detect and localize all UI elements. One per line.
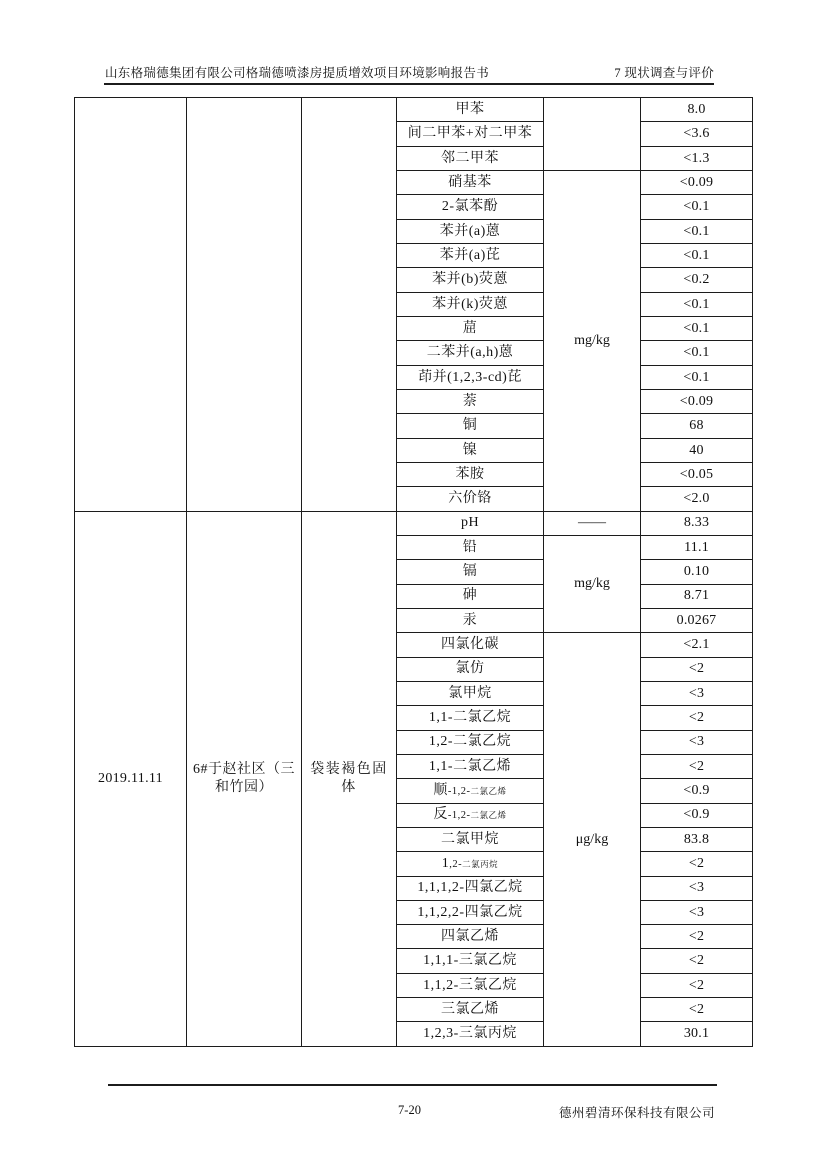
parameter-cell: 氯甲烷 [397,681,544,705]
value-cell: <2 [641,706,753,730]
value-cell: <0.1 [641,219,753,243]
value-cell: <2 [641,925,753,949]
parameter-cell [397,803,544,827]
value-cell: <3 [641,730,753,754]
unit-cell: μg/kg [544,633,641,1047]
parameter-cell: 六价铬 [397,487,544,511]
parameter-cell: 二苯并(a,h)蒽 [397,341,544,365]
value-cell: <0.05 [641,462,753,486]
value-cell: <3 [641,876,753,900]
value-cell: <0.1 [641,365,753,389]
date-cell [75,98,187,512]
header-chapter-title: 7 现状调查与评价 [614,66,714,80]
parameter-cell: 三氯乙烯 [397,998,544,1022]
parameter-cell: 茚并(1,2,3-cd)芘 [397,365,544,389]
value-cell: <0.09 [641,389,753,413]
parameter-cell [397,779,544,803]
table-row [75,511,753,535]
value-cell: <0.2 [641,268,753,292]
unit-cell: mg/kg [544,170,641,511]
parameter-text-fragment: -1,2- [447,810,471,822]
value-cell: <2.1 [641,633,753,657]
parameter-cell: 2-氯苯酚 [397,195,544,219]
parameter-cell: 硝基苯 [397,170,544,194]
parameter-cell: 1,2-二氯乙烷 [397,730,544,754]
value-cell: <0.1 [641,316,753,340]
location-cell: 6#于赵社区（三和竹园） [187,511,302,1046]
value-cell: <2 [641,754,753,778]
value-cell: 0.0267 [641,608,753,632]
parameter-text-fragment: 反 [433,807,448,823]
date-cell: 2019.11.11 [75,511,187,1046]
monitoring-results-table [74,97,753,1047]
parameter-text-fragment: ,2- [449,859,463,871]
parameter-cell: 邻二甲苯 [397,146,544,170]
parameter-cell: 铜 [397,414,544,438]
parameter-cell: 苯胺 [397,462,544,486]
value-cell: 8.0 [641,98,753,122]
parameter-text-fragment: 顺 [433,783,448,799]
value-cell: <1.3 [641,146,753,170]
parameter-cell: 镍 [397,438,544,462]
parameter-cell: 1,1,1-三氯乙烷 [397,949,544,973]
parameter-cell: 苯并(k)荧蒽 [397,292,544,316]
value-cell: <2 [641,657,753,681]
parameter-cell: 1,1-二氯乙烯 [397,754,544,778]
value-cell: <0.9 [641,803,753,827]
parameter-cell: 苯并(b)荧蒽 [397,268,544,292]
header-report-title: 山东格瑞德集团有限公司格瑞德喷漆房提质增效项目环境影响报告书 [105,66,490,80]
parameter-text-fragment: 1 [441,856,450,872]
value-cell: <2.0 [641,487,753,511]
parameter-cell: 四氯乙烯 [397,925,544,949]
parameter-cell: 萘 [397,389,544,413]
sample-type-cell [302,98,397,512]
parameter-cell: 间二甲苯+对二甲苯 [397,122,544,146]
value-cell: 83.8 [641,827,753,851]
value-cell: 11.1 [641,535,753,559]
value-cell: <2 [641,973,753,997]
footer-rule [108,1084,717,1086]
unit-cell: —— [544,511,641,535]
parameter-cell: 氯仿 [397,657,544,681]
parameter-cell: 甲苯 [397,98,544,122]
parameter-cell: 1,1,2-三氯乙烷 [397,973,544,997]
parameter-cell: 苯并(a)蒽 [397,219,544,243]
value-cell: <0.1 [641,292,753,316]
location-cell [187,98,302,512]
parameter-cell: 1,1,2,2-四氯乙烷 [397,900,544,924]
parameter-cell: 1,2,3-三氯丙烷 [397,1022,544,1046]
value-cell: <3 [641,900,753,924]
value-cell: <2 [641,998,753,1022]
parameter-cell: 铅 [397,535,544,559]
parameter-cell: 䓛 [397,316,544,340]
value-cell: <2 [641,949,753,973]
value-cell: 40 [641,438,753,462]
parameter-text-fragment: -1,2- [447,786,471,798]
value-cell: 30.1 [641,1022,753,1046]
value-cell: <3.6 [641,122,753,146]
parameter-cell: 1,1,1,2-四氯乙烷 [397,876,544,900]
parameter-cell: pH [397,511,544,535]
header-rule [104,83,714,85]
table-row [75,98,753,122]
parameter-cell: 四氯化碳 [397,633,544,657]
parameter-cell: 镉 [397,560,544,584]
footer-company: 德州碧清环保科技有限公司 [558,1106,715,1120]
value-cell: 8.71 [641,584,753,608]
table-body [75,98,753,1047]
parameter-cell: 1,1-二氯乙烷 [397,706,544,730]
parameter-cell: 汞 [397,608,544,632]
value-cell: <0.1 [641,195,753,219]
value-cell: 68 [641,414,753,438]
parameter-text-fragment: 二氯乙烯 [470,786,507,797]
parameter-text-fragment: 二氯乙烯 [470,810,507,821]
page-header [105,63,714,81]
sample-type-cell: 袋装褐色固体 [302,511,397,1046]
value-cell: <2 [641,852,753,876]
value-cell: <0.1 [641,341,753,365]
parameter-cell: 苯并(a)芘 [397,243,544,267]
value-cell: <0.9 [641,779,753,803]
parameter-cell [397,852,544,876]
value-cell: <0.1 [641,243,753,267]
parameter-text-fragment: 二氯丙烷 [462,859,499,870]
page-number: 7-20 [398,1103,421,1117]
unit-cell: mg/kg [544,535,641,632]
value-cell: <0.09 [641,170,753,194]
value-cell: <3 [641,681,753,705]
unit-cell [544,98,641,171]
parameter-cell: 二氯甲烷 [397,827,544,851]
value-cell: 0.10 [641,560,753,584]
value-cell: 8.33 [641,511,753,535]
parameter-cell: 砷 [397,584,544,608]
